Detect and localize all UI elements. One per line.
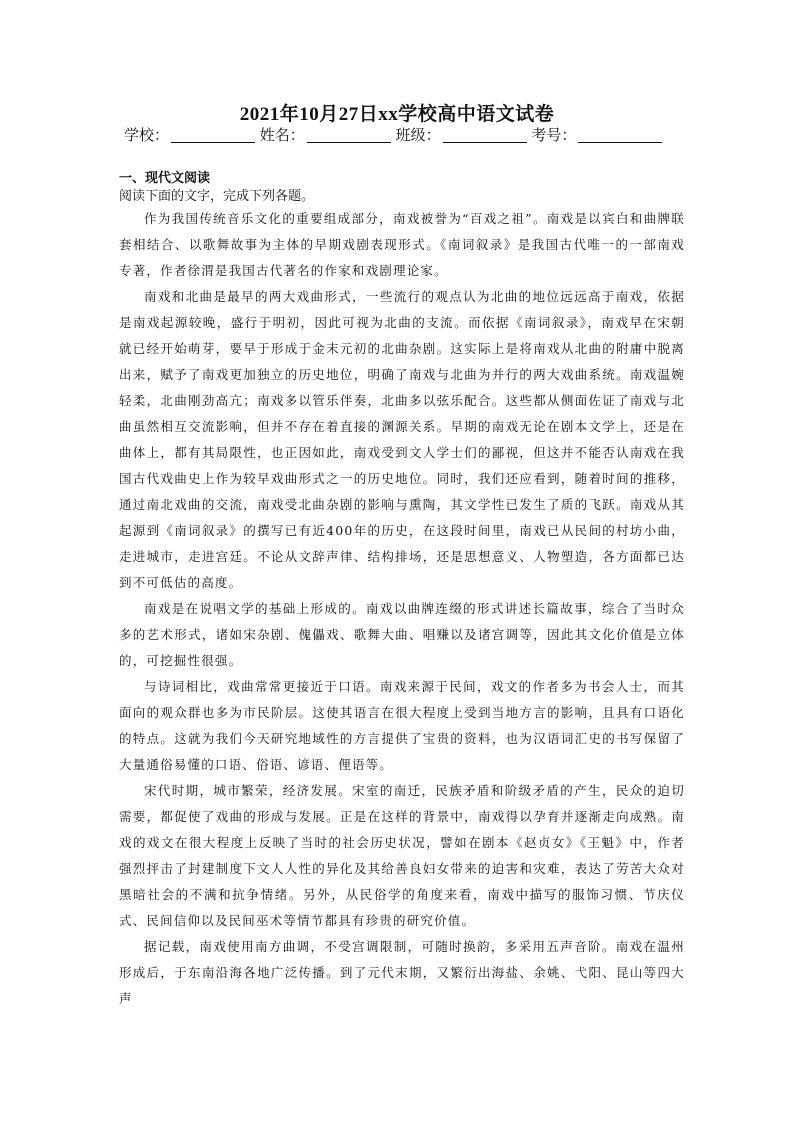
name-label: 姓名： [259, 126, 305, 144]
student-info-line [124, 124, 684, 148]
exam-number-blank[interactable] [578, 126, 662, 143]
exam-number-label: 考号： [531, 126, 577, 144]
section-instruction: 阅读下面的文字，完成下列各题。 [119, 189, 315, 204]
name-blank[interactable] [307, 126, 391, 143]
exam-title: 2021年10月27日xx学校高中语文试卷 [239, 104, 555, 125]
passage-paragraph: 与诗词相比，戏曲常常更接近于口语。南戏来源于民间，戏文的作者多为书会人士，而其面向的观众群也多为市民阶层。这使其语言在很大程度上受到当地方言的影响，且具有口语化的特点。这就为我们今天研究地域性的方言提供了宝贵的资料，也为汉语词汇史的书写保留了大量通俗易懂的口语、俗语、谚语、俚语等。 [119, 679, 685, 772]
class-blank[interactable] [443, 126, 527, 143]
reading-passage [119, 206, 685, 1012]
passage-paragraph: 南戏是在说唱文学的基础上形成的。南戏以曲牌连缀的形式讲述长篇故事，综合了当时众多的艺术形式，诸如宋杂剧、傀儡戏、歌舞大曲、唱赚以及诸宫调等，因此其文化价值是立体的，可挖掘性很强。 [119, 601, 685, 668]
class-label: 班级： [395, 126, 441, 144]
school-blank[interactable] [171, 126, 255, 143]
section-heading: 一、现代文阅读 [119, 171, 211, 186]
passage-paragraph: 南戏和北曲是最早的两大戏曲形式，一些流行的观点认为北曲的地位远远高于南戏，依据是南戏起源较晚，盛行于明初，因此可视为北曲的支流。而依据《南词叙录》，南戏早在宋朝就已经开始萌芽，要早于形成于金末元初的北曲杂剧。这实际上是将南戏从北曲的附庸中脱离出来，赋予了南戏更加独立的历史地位，明确了南戏与北曲为并行的两大戏曲系统。南戏温婉轻柔，北曲刚劲高亢；南戏多以管乐伴奏，北曲多以弦乐配合。这些都从侧面佐证了南戏与北曲虽然相互交流影响，但并不存在着直接的渊源关系。早期的南戏无论在剧本文学上，还是在曲体上，都有其局限性，也正因如此，南戏受到文人学士们的鄙视，但这并不能否认南戏在我国古代戏曲史上作为较早戏曲形式之一的历史地位。同时，我们还应看到，随着时间的推移，通过南北戏曲的交流，南戏受北曲杂剧的影响与熏陶，其文学性已发生了质的飞跃。南戏从其起源到《南词叙录》的撰写已有近400年的历史，在这段时间里，南戏已从民间的村坊小曲，走进城市，走进宫廷。不论从文辞声律、结构排场，还是思想意义、人物塑造，各方面都已达到不可低估的高度。 [119, 289, 685, 590]
passage-paragraph: 据记载，南戏使用南方曲调，不受宫调限制，可随时换韵，多采用五声音阶。南戏在温州形成后，于东南沿海各地广泛传播。到了元代末期，又繁衍出海盐、余姚、弋阳、昆山等四大声 [119, 939, 685, 1006]
school-label: 学校： [124, 126, 170, 144]
passage-paragraph: 作为我国传统音乐文化的重要组成部分，南戏被誉为“百戏之祖”。南戏是以宾白和曲牌联套相结合、以歌舞故事为主体的早期戏剧表现形式。《南词叙录》是我国古代唯一的一部南戏专著，作者徐渭是我国古代著名的作家和戏剧理论家。 [119, 211, 685, 278]
passage-paragraph: 宋代时期，城市繁荣，经济发展。宋室的南迁，民族矛盾和阶级矛盾的产生，民众的迫切需要，都促使了戏曲的形成与发展。正是在这样的背景中，南戏得以孕育并逐渐走向成熟。南戏的戏文在很大程度上反映了当时的社会历史状况，譬如在剧本《赵贞女》《王魁》中，作者强烈抨击了封建制度下文人人性的异化及其给善良妇女带来的迫害和灾难，表达了劳苦大众对黑暗社会的不满和抗争情绪。另外，从民俗学的角度来看，南戏中描写的服饰习惯、节庆仪式、民间信仰以及民间巫术等情节都具有珍贵的研究价值。 [119, 783, 685, 928]
